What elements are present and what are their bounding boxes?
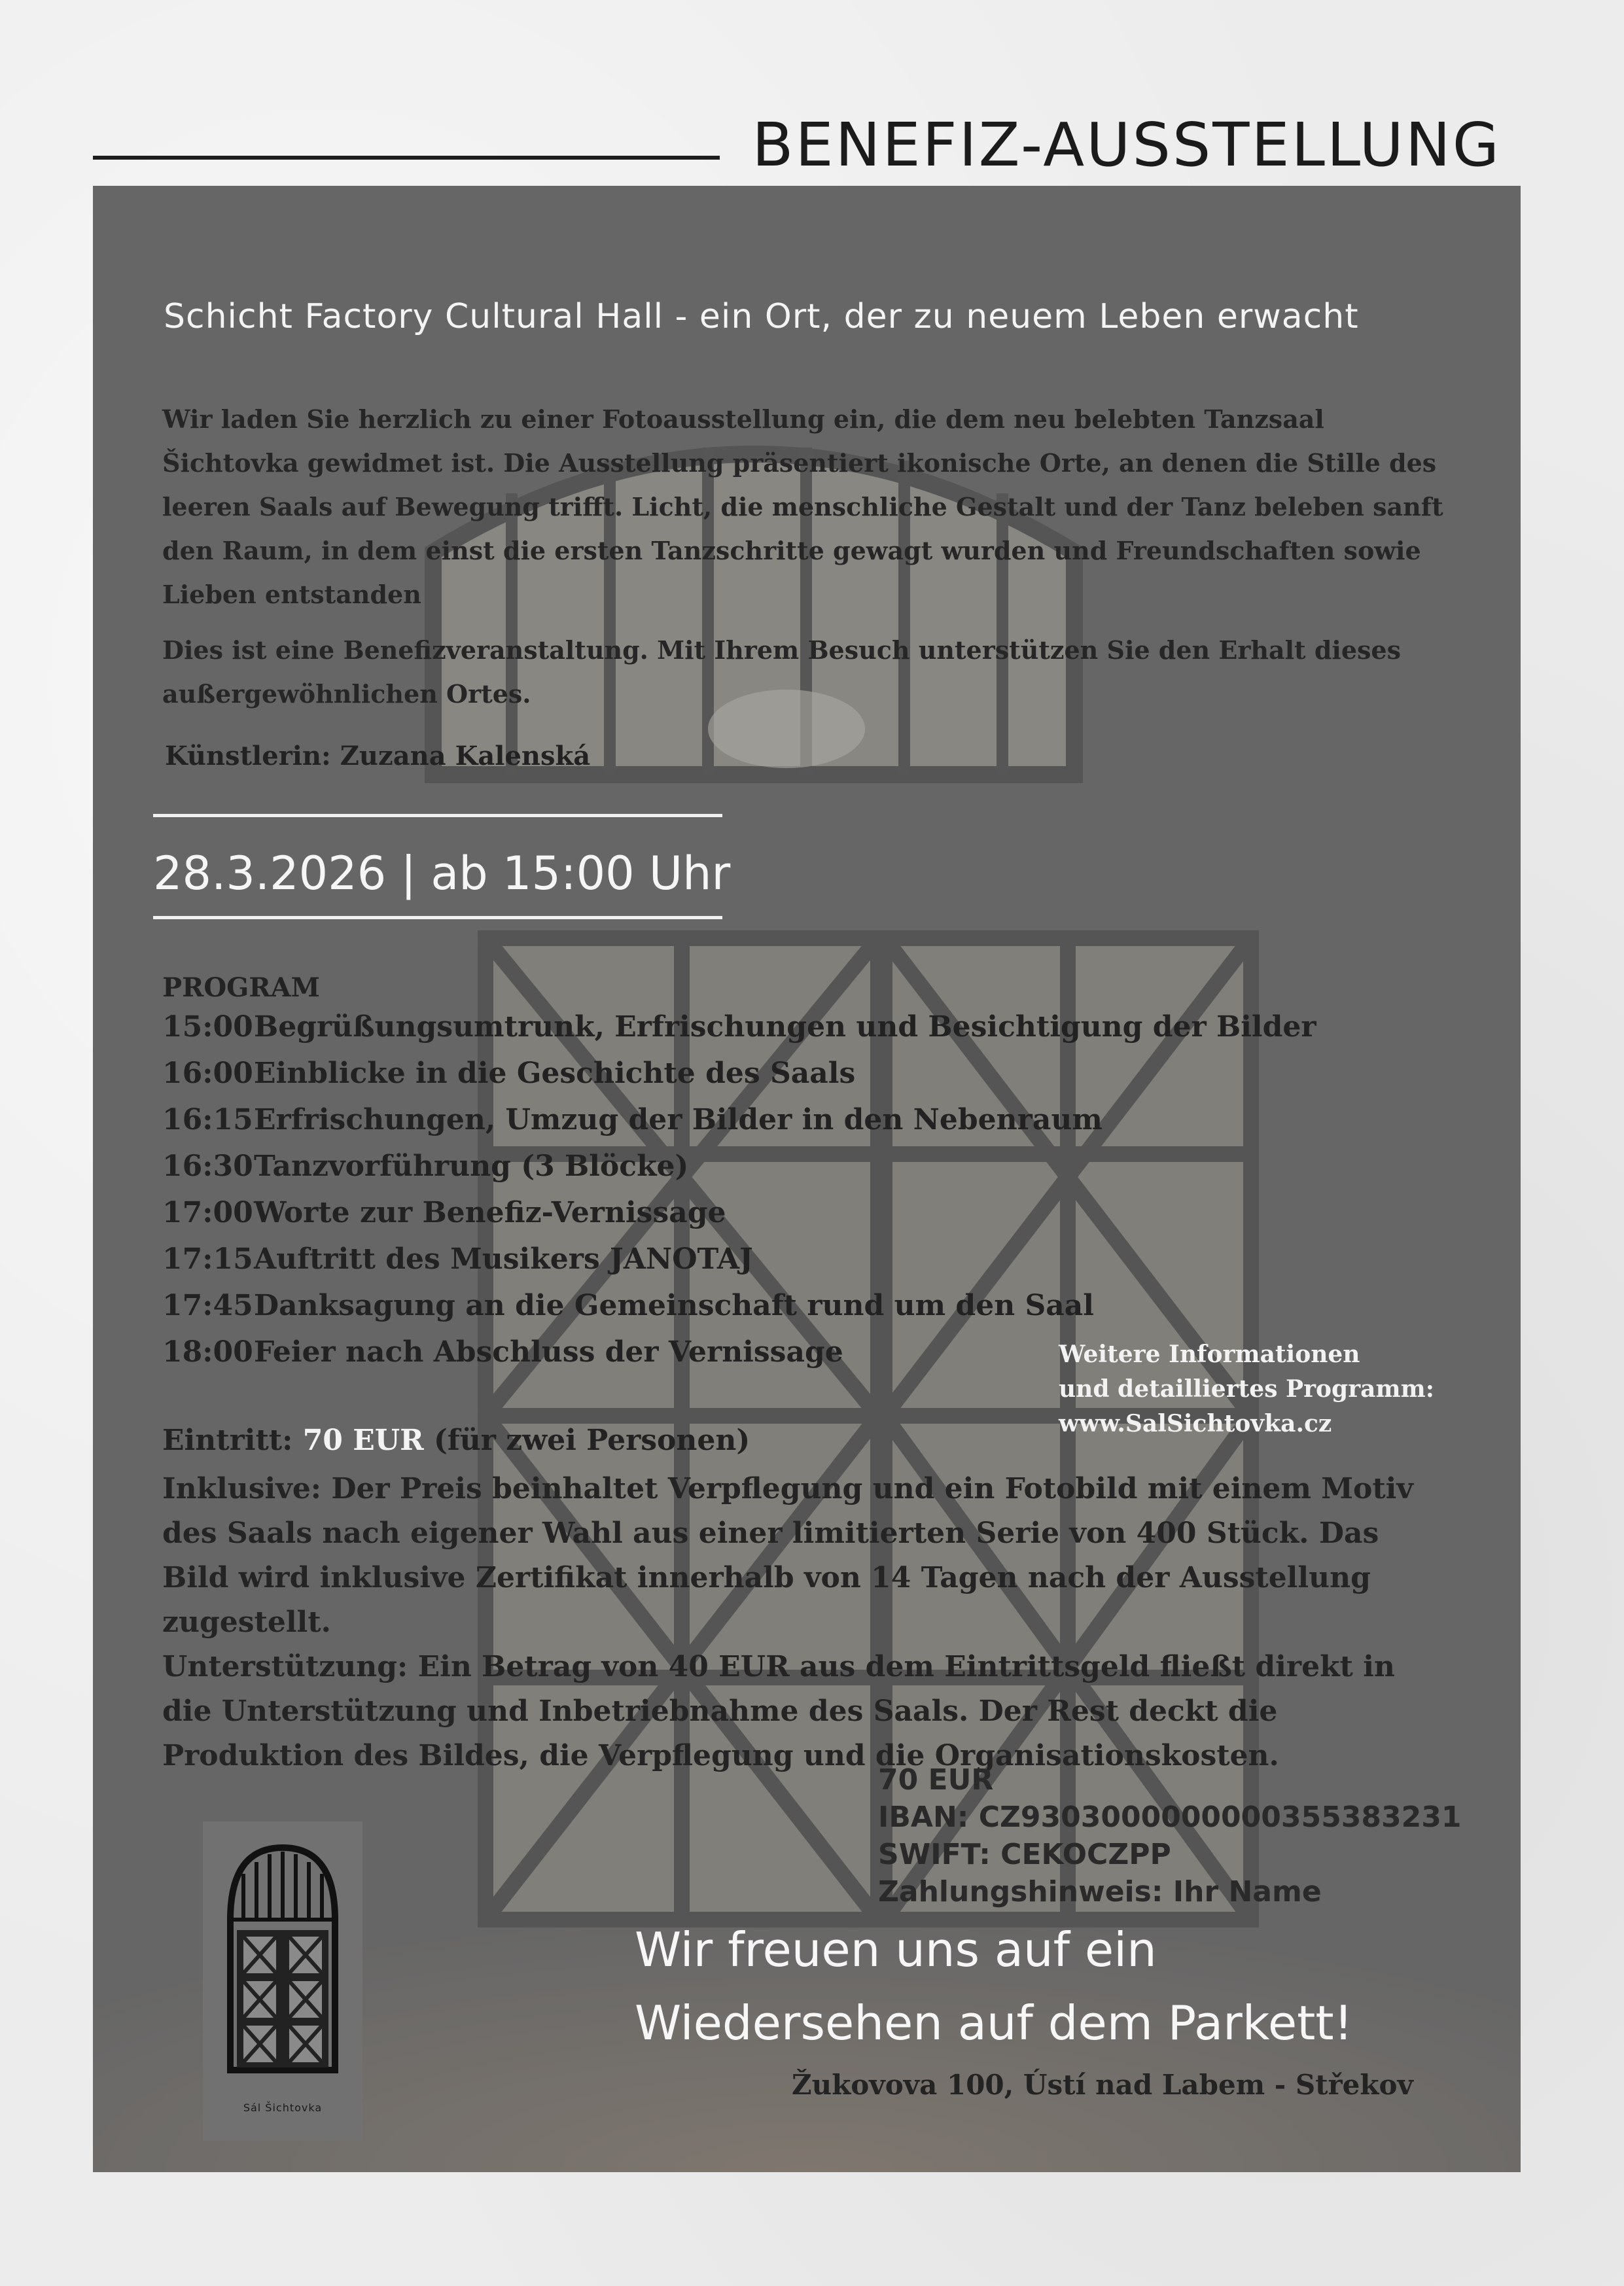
- inclusive-text: Inklusive: Der Preis beinhaltet Verpflegung und ein Fotobild mit einem Motiv des Saals nach eigener Wahl aus einer limitierten Serie von 400 Stück. Das Bild wird inklusive Zertifikat innerhalb von 14 Tagen nach der Ausstellung zugestellt.: [162, 1472, 1413, 1639]
- venue-address: Žukovova 100, Ústí nad Labem - Střekov: [792, 2069, 1413, 2101]
- program-time: 16:15: [162, 1103, 253, 1136]
- logo: [203, 1821, 362, 2141]
- more-info: [1059, 1337, 1434, 1441]
- logo-label: Sál Šichtovka: [243, 2101, 323, 2114]
- admission-price: 70 EUR: [302, 1424, 424, 1457]
- subtitle: Schicht Factory Cultural Hall - ein Ort, der zu neuem Leben erwacht: [164, 297, 1359, 336]
- program-item: [162, 1282, 1316, 1329]
- program-time: 17:15: [162, 1242, 253, 1276]
- admission-note: (für zwei Personen): [434, 1424, 750, 1457]
- page-title: BENEFIZ-AUSSTELLUNG: [752, 110, 1501, 180]
- artist-credit: Künstlerin: Zuzana Kalenská: [165, 741, 591, 771]
- intro-paragraph: Wir laden Sie herzlich zu einer Fotoausstellung ein, die dem neu belebten Tanzsaal Šichtovka gewidmet ist. Die Ausstellung präsentiert ikonische Orte, an denen die Stille des leeren Saals auf Bewegung trifft. Licht, die menschliche Gestalt und der Tanz beleben sanft den Raum, in dem einst die ersten Tanzschritte gewagt wurden und Freundschaften sowie Lieben entstanden: [162, 404, 1443, 609]
- admission-details: [162, 1467, 1445, 1778]
- program-time: 18:00: [162, 1335, 253, 1369]
- program-item: [162, 1236, 1316, 1282]
- program-item: [162, 1143, 1316, 1189]
- program-label: Worte zur Benefiz-Vernissage: [254, 1196, 726, 1229]
- payment-iban: IBAN: CZ9303000000000355383231: [878, 1801, 1462, 1834]
- program-list: [162, 1004, 1316, 1375]
- website-link[interactable]: www.SalSichtovka.cz: [1059, 1410, 1332, 1437]
- program-label: Erfrischungen, Umzug der Bilder in den Nebenraum: [254, 1103, 1103, 1136]
- program-label: Tanzvorführung (3 Blöcke): [254, 1150, 689, 1183]
- event-date-time: 28.3.2026 | ab 15:00 Uhr: [153, 847, 731, 900]
- admission-label: Eintritt:: [162, 1424, 293, 1457]
- payment-reference: Zahlungshinweis: Ihr Name: [878, 1875, 1322, 1908]
- poster-panel: [93, 186, 1521, 2172]
- info-line-1: Weitere Informationen: [1059, 1341, 1360, 1368]
- program-time: 16:00: [162, 1057, 253, 1090]
- payment-details: [878, 1761, 1461, 1910]
- info-line-2: und detailliertes Programm:: [1059, 1375, 1434, 1403]
- payment-amount: 70 EUR: [878, 1763, 994, 1797]
- program-label: Danksagung an die Gemeinschaft rund um den Saal: [254, 1289, 1095, 1322]
- date-rule-bottom: [153, 916, 722, 919]
- closing-line-2: Wiedersehen auf dem Parkett!: [635, 1996, 1353, 2050]
- program-item: [162, 1097, 1316, 1143]
- program-label: Feier nach Abschluss der Vernissage: [254, 1335, 843, 1369]
- program-label: Begrüßungsumtrunk, Erfrischungen und Besichtigung der Bilder: [254, 1010, 1316, 1044]
- date-rule-top: [153, 814, 722, 817]
- program-time: 17:00: [162, 1196, 253, 1229]
- program-label: Einblicke in die Geschichte des Saals: [254, 1057, 856, 1090]
- program-time: 17:45: [162, 1289, 253, 1322]
- program-time: 16:30: [162, 1150, 253, 1183]
- closing-message: [635, 1913, 1352, 2060]
- closing-line-1: Wir freuen uns auf ein: [635, 1922, 1157, 1977]
- program-label: Auftritt des Musikers JANOTAJ: [254, 1242, 753, 1276]
- support-text: Unterstützung: Ein Betrag von 40 EUR aus dem Eintrittsgeld fließt direkt in die Unterstützung und Inbetriebnahme des Saals. Der Rest deckt die Produktion des Bildes, die Verpflegung und die Organisationskosten.: [162, 1650, 1395, 1772]
- admission-line: [162, 1418, 750, 1463]
- program-item: [162, 1050, 1316, 1097]
- program-time: 15:00: [162, 1010, 253, 1044]
- program-title: PROGRAM: [162, 972, 320, 1003]
- benefit-paragraph: Dies ist eine Benefizveranstaltung. Mit Ihrem Besuch unterstützen Sie den Erhalt dieses außergewöhnlichen Ortes.: [162, 635, 1401, 709]
- arched-door-logo-icon: [203, 1821, 362, 2101]
- program-item: [162, 1004, 1316, 1050]
- payment-swift: SWIFT: CEKOCZPP: [878, 1838, 1171, 1871]
- program-item: [162, 1189, 1316, 1236]
- header-rule: [93, 156, 720, 160]
